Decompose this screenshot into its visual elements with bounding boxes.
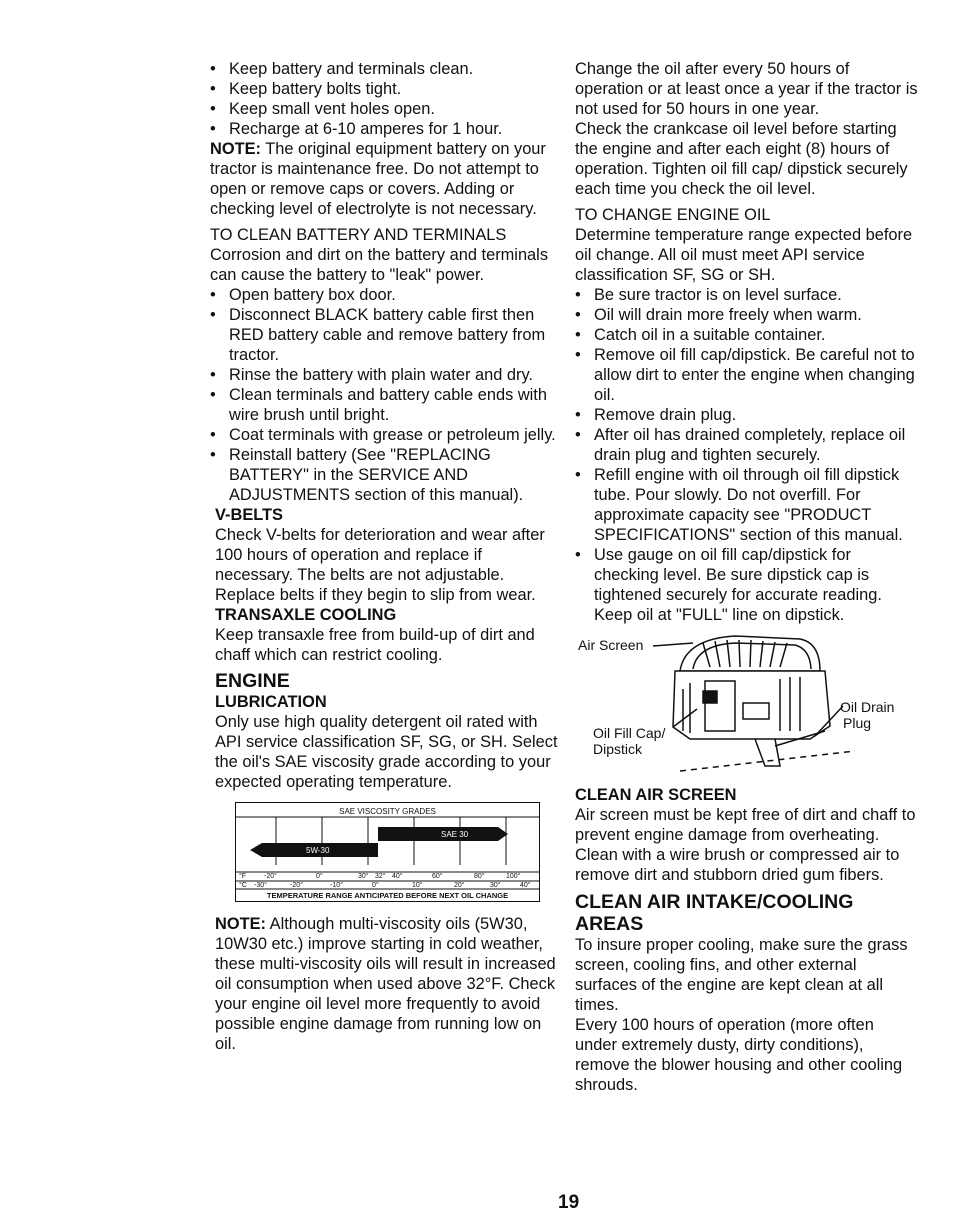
oil-check: Check the crankcase oil level before starting the engine and after each eight (8) hours of operation. Tighten oil fill cap/ dipstick securely each time you check the oil level. [575,120,908,198]
left-column [210,59,558,1054]
transaxle-text: Keep transaxle free from build-up of dirt and chaff which can restrict cooling. [215,626,535,664]
note-text: Although multi-viscosity oils (5W30, 10W30 etc.) improve starting in cold weather, these multi-viscosity oils will result in increased oil consumption when used above 32°F. Check your engine oil level more frequently to avoid possible engine damage from running low on oil. [215,915,556,1053]
right-column [575,59,920,1095]
c-tick: -30° [254,882,267,889]
intake-text-2: Every 100 hours of operation (more often under extremely dusty, dirty conditions), remove the blower housing and other cooling shrouds. [575,1016,903,1094]
clean-battery-intro: Corrosion and dirt on the battery and terminals can cause the battery to "leak" power. [210,246,549,284]
f-tick: 40° [392,873,403,880]
multi-viscosity-note [210,914,558,1054]
list-item: • Keep battery bolts tight. [210,79,558,99]
change-oil-heading: TO CHANGE ENGINE OIL [575,206,771,224]
f-tick: 32° [375,873,386,880]
list-item: • Keep small vent holes open. [210,99,558,119]
list-item: • Use gauge on oil fill cap/dipstick for checking level. Be sure dipstick cap is tightened securely for accurate reading. Keep oil at "FULL" line on dipstick. [575,545,920,625]
f-unit: °F [239,873,247,880]
c-unit: °C [239,882,247,889]
page-number: 19 [558,1192,580,1213]
list-item: • Disconnect BLACK battery cable first then RED battery cable and remove battery from tractor. [210,305,558,365]
f-tick: 60° [432,873,443,880]
engine-heading: ENGINE [215,670,290,692]
f-tick: -20° [264,873,277,880]
c-tick: 0° [372,882,379,889]
plug-label: Plug [843,715,872,731]
list-item: • Be sure tractor is on level surface. [575,285,920,305]
clean-battery-heading: TO CLEAN BATTERY AND TERMINALS [210,226,507,244]
list-item: • Remove oil fill cap/dipstick. Be careful not to allow dirt to enter the engine when changing oil. [575,345,920,405]
air-screen-text: Air screen must be kept free of dirt and chaff to prevent engine damage from overheating. Clean with a wire brush or compressed air to remove dirt and stubborn dried gum fibers. [575,806,916,884]
oil-intro: Change the oil after every 50 hours of operation or at least once a year if the tractor is not used for 50 hours in one year. [575,60,918,118]
note-text: The original equipment battery on your tractor is maintenance free. Do not attempt to open or remove caps or covers. Adding or checking level of electrolyte is not necessary. [210,140,546,218]
transaxle-heading: TRANSAXLE COOLING [215,606,397,624]
list-item: • Coat terminals with grease or petroleum jelly. [210,425,558,445]
change-oil-intro: Determine temperature range expected before oil change. All oil must meet API service classification SF, SG or SH. [575,226,913,284]
list-item: • Reinstall battery (See "REPLACING BATTERY" in the SERVICE AND ADJUSTMENTS section of this manual). [210,445,558,505]
air-screen-label: Air Screen [578,637,644,653]
c-tick: -20° [290,882,303,889]
f-tick: 100° [506,873,521,880]
lubrication-heading: LUBRICATION [215,693,327,711]
f-tick: 30° [358,873,369,880]
f-tick: 0° [316,873,323,880]
list-item: • Oil will drain more freely when warm. [575,305,920,325]
clean-battery-bullets [210,285,558,505]
f-tick: 80° [474,873,485,880]
list-item: • Remove drain plug. [575,405,920,425]
sae30-label: SAE 30 [441,830,469,839]
list-item: • Rinse the battery with plain water and dry. [210,365,558,385]
air-screen-heading: CLEAN AIR SCREEN [575,786,737,804]
note-label: NOTE: [210,140,261,158]
chart-title: SAE VISCOSITY GRADES [339,807,436,816]
battery-bullets [210,59,558,139]
intake-heading: CLEAN AIR INTAKE/COOLING [575,891,854,913]
list-item: • Refill engine with oil through oil fill dipstick tube. Pour slowly. Do not overfill. For approximate capacity see "PRODUCT SPECIFICATIONS" section of this manual. [575,465,920,545]
c-tick: -10° [330,882,343,889]
list-item: • Catch oil in a suitable container. [575,325,920,345]
chart-footer: TEMPERATURE RANGE ANTICIPATED BEFORE NEXT OIL CHANGE [266,891,509,900]
viscosity-chart [235,802,540,902]
5w30-label: 5W-30 [306,846,330,855]
dipstick-label: Dipstick [593,741,643,757]
lubrication-text: Only use high quality detergent oil rated with API service classification SF, SG, or SH. Select the oil's SAE viscosity grade according to your expected operating temperature. [215,713,558,791]
list-item: • After oil has drained completely, replace oil drain plug and tighten securely. [575,425,920,465]
note-label: NOTE: [215,915,266,933]
change-oil-bullets [575,285,920,625]
c-tick: 30° [490,882,501,889]
list-item: • Recharge at 6-10 amperes for 1 hour. [210,119,558,139]
oil-drain-label: Oil Drain [840,699,895,715]
list-item: • Keep battery and terminals clean. [210,59,558,79]
c-tick: 10° [412,882,423,889]
c-tick: 20° [454,882,465,889]
engine-illustration [575,631,920,781]
intake-text: To insure proper cooling, make sure the grass screen, cooling fins, and other external surfaces of the engine are kept clean at all times. [575,936,908,1014]
list-item: • Clean terminals and battery cable ends with wire brush until bright. [210,385,558,425]
battery-note [210,139,558,219]
oil-fill-label: Oil Fill Cap/ [593,725,666,741]
vbelts-heading: V-BELTS [215,506,283,524]
c-tick: 40° [520,882,531,889]
intake-heading-line2: AREAS [575,913,644,935]
vbelts-text: Check V-belts for deterioration and wear after 100 hours of operation and replace if necessary. The belts are not adjustable. Replace belts if they begin to slip from wear. [215,526,545,604]
list-item: • Open battery box door. [210,285,558,305]
